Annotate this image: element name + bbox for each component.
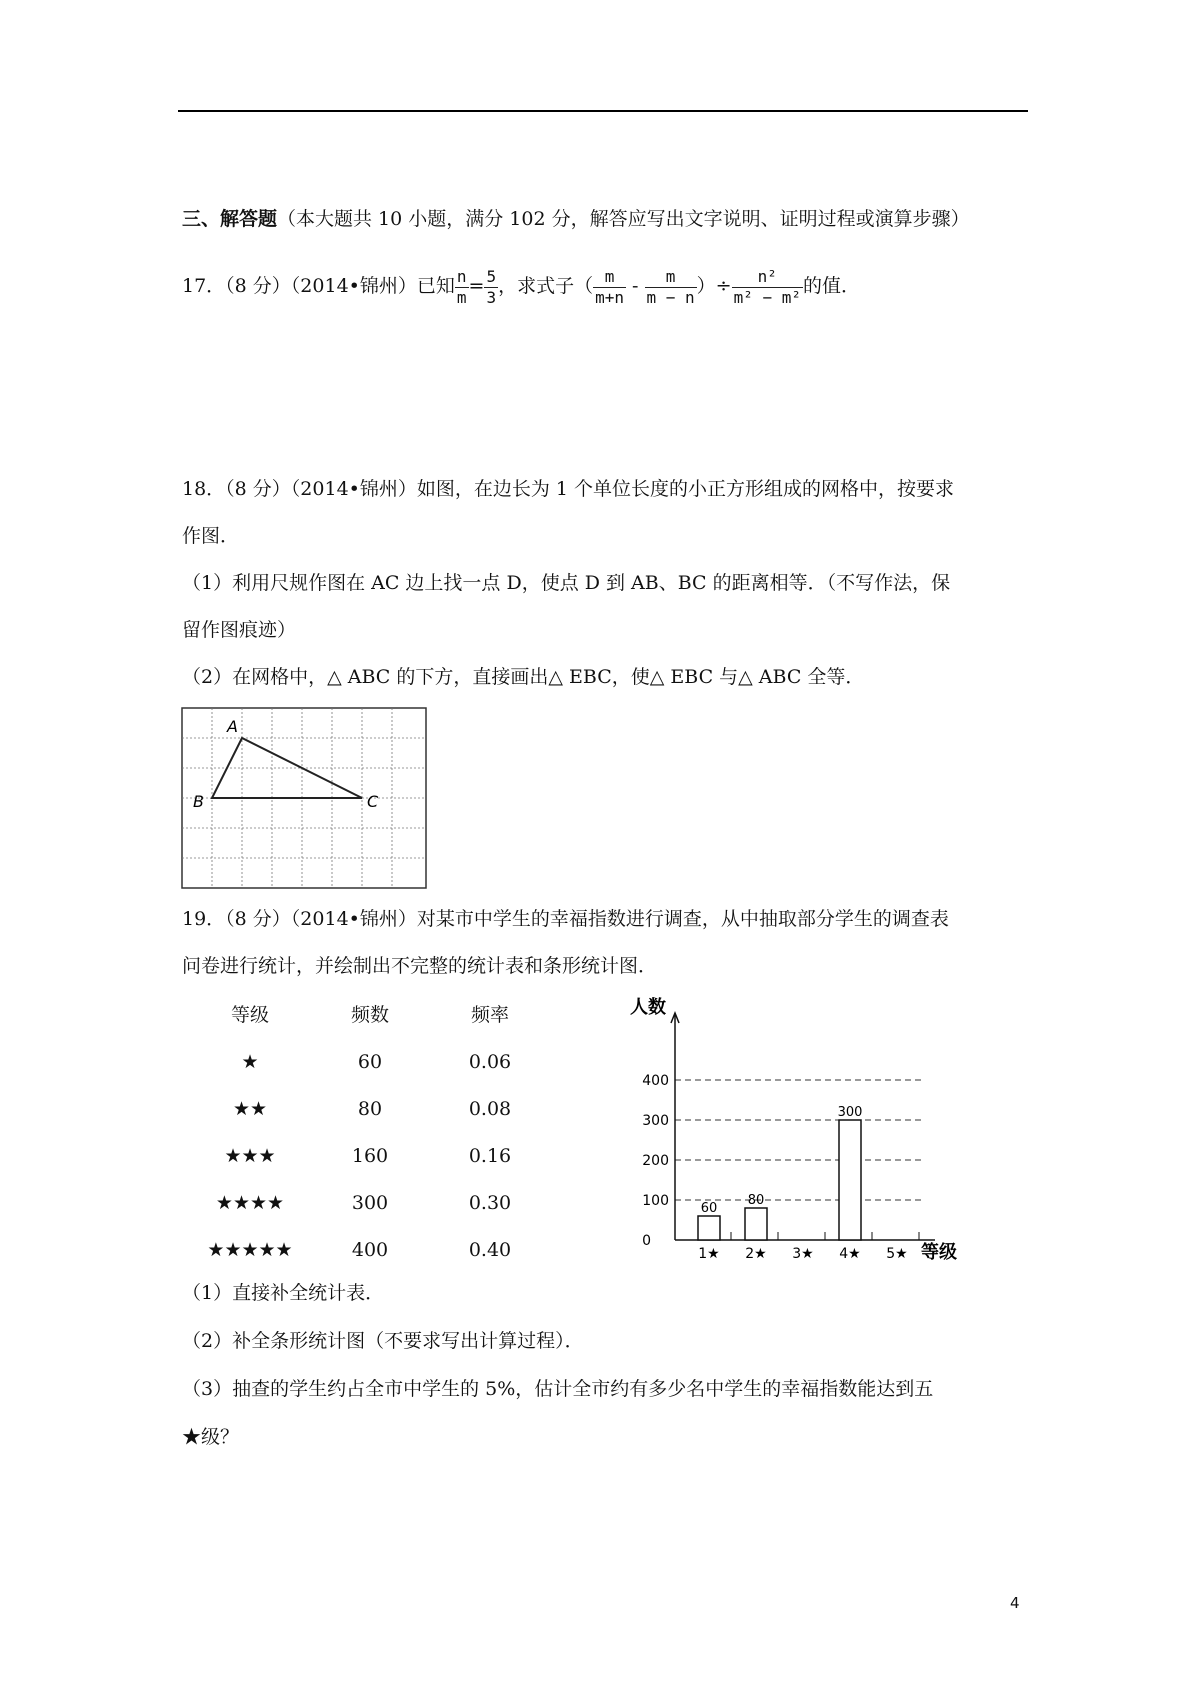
q18-part1-line2: 留作图痕迹） <box>182 619 297 641</box>
fraction-1-num: m <box>593 267 626 288</box>
table-cell: ★★ <box>232 1098 268 1120</box>
fraction-3-den: m² − m² <box>733 287 802 307</box>
bar <box>698 1216 720 1240</box>
fraction-2 <box>645 267 697 308</box>
given-value-den: 3 <box>486 287 497 307</box>
fraction-2-den: m − n <box>646 287 695 307</box>
q17-minus: - <box>626 275 645 297</box>
q18-line2: 作图． <box>182 525 240 547</box>
table-cell: 0.16 <box>468 1145 512 1167</box>
table-cell: 0.40 <box>468 1239 512 1261</box>
fraction-2-num: m <box>645 267 697 288</box>
y-tick-label: 400 <box>642 1073 669 1089</box>
y-tick-label: 300 <box>642 1113 669 1129</box>
q19-sub2: （2）补全条形统计图（不要求写出计算过程）． <box>182 1330 584 1352</box>
table-cell: ★ <box>241 1051 259 1073</box>
table-cell: ★★★★ <box>215 1192 285 1214</box>
q17-suffix: 的值． <box>803 275 861 297</box>
x-tick-label: 1★ <box>698 1246 720 1262</box>
x-tick-label: 5★ <box>886 1246 908 1262</box>
table-cell: 60 <box>357 1051 383 1073</box>
table-cell: 0.30 <box>468 1192 512 1214</box>
table-row <box>190 1230 550 1270</box>
question-17 <box>182 263 860 309</box>
header-rate: 频率 <box>470 1004 509 1026</box>
table-row <box>190 1183 550 1223</box>
table-row <box>190 1042 550 1082</box>
section-header <box>182 206 970 232</box>
label-a: A <box>227 717 238 736</box>
table-cell: ★★★ <box>224 1145 276 1167</box>
q18-line1: 18．（8 分）（2014•锦州）如图，在边长为 1 个单位长度的小正方形组成的网格中，按要求 <box>182 478 955 500</box>
table-cell: 300 <box>351 1192 389 1214</box>
y-tick-label: 100 <box>642 1193 669 1209</box>
fraction-3-num: n² <box>732 267 803 288</box>
x-axis-label: 等级 <box>921 1242 957 1263</box>
given-den: m <box>456 287 467 307</box>
fraction-3 <box>732 267 803 308</box>
q17-div: ）÷ <box>696 275 732 297</box>
table-cell: 0.08 <box>468 1098 512 1120</box>
x-tick-label: 4★ <box>839 1246 861 1262</box>
table-cell: 160 <box>351 1145 389 1167</box>
q19-sub3-line1: （3）抽查的学生约占全市中学生的 5%，估计全市约有多少名中学生的幸福指数能达到五 <box>182 1378 934 1400</box>
x-tick-label: 3★ <box>792 1246 814 1262</box>
page-number: 4 <box>1010 1594 1020 1612</box>
bar-value-label: 300 <box>837 1105 863 1120</box>
y-tick-label: 0 <box>642 1233 651 1249</box>
table-cell: 80 <box>357 1098 383 1120</box>
fraction-1 <box>593 267 626 308</box>
table-cell: 400 <box>351 1239 389 1261</box>
bar <box>839 1120 861 1240</box>
y-axis-label: 人数 <box>630 997 666 1018</box>
header-frequency: 频数 <box>350 1004 389 1026</box>
y-tick-label: 200 <box>642 1153 669 1169</box>
q18-part2: （2）在网格中，△ ABC 的下方，直接画出△ EBC，使△ EBC 与△ ABC 全等． <box>182 666 865 688</box>
q18-part1-line1: （1）利用尺规作图在 AC 边上找一点 D，使点 D 到 AB、BC 的距离相等．（不写作法，保 <box>182 572 951 594</box>
bar-value-label: 80 <box>747 1193 765 1208</box>
label-b: B <box>193 792 204 811</box>
bar-value-label: 60 <box>700 1201 718 1216</box>
table-row <box>190 1136 550 1176</box>
section-header-bold: 三、解答题 <box>182 208 278 230</box>
given-eq: = <box>468 275 485 297</box>
q19-sub3-line2: ★级？ <box>182 1426 240 1448</box>
label-c: C <box>367 792 379 811</box>
triangle-grid-figure <box>181 707 427 889</box>
given-value-num: 5 <box>486 266 497 286</box>
fraction-1-den: m+n <box>595 287 624 307</box>
q17-prefix: 17．（8 分）（2014•锦州）已知 <box>182 275 455 297</box>
q17-mid: ，求式子（ <box>498 275 594 297</box>
section-header-text: （本大题共 10 小题，满分 102 分，解答应写出文字说明、证明过程或演算步骤） <box>277 208 970 230</box>
q19-line1: 19．（8 分）（2014•锦州）对某市中学生的幸福指数进行调查，从中抽取部分学生的调查表 <box>182 908 949 930</box>
table-cell: 0.06 <box>468 1051 512 1073</box>
given-fraction <box>455 267 469 308</box>
given-num: n <box>456 266 467 286</box>
table-header-row <box>190 995 550 1035</box>
table-row <box>190 1089 550 1129</box>
q19-line2: 问卷进行统计，并绘制出不完整的统计表和条形统计图． <box>182 955 658 977</box>
header-level: 等级 <box>230 1004 269 1026</box>
table-cell: ★★★★★ <box>207 1239 293 1261</box>
bar-chart <box>600 995 957 1265</box>
given-value-fraction <box>484 267 498 308</box>
q19-sub1: （1）直接补全统计表． <box>182 1282 385 1304</box>
bar <box>745 1208 767 1240</box>
header-rule <box>178 110 1028 112</box>
x-tick-label: 2★ <box>745 1246 767 1262</box>
